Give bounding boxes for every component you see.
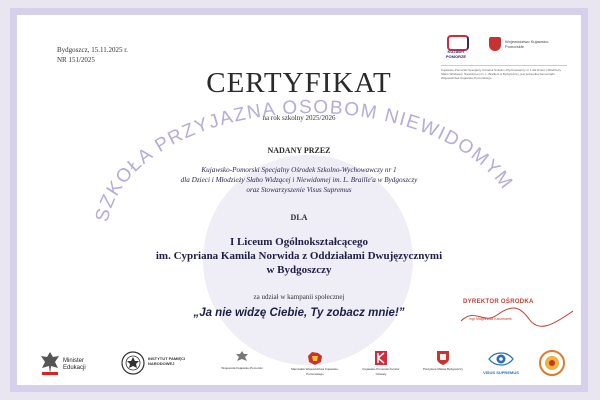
- footer-logo-school: [537, 350, 567, 378]
- footer-logos: [39, 350, 569, 380]
- eye-icon: [488, 350, 514, 368]
- curator-icon: [374, 350, 388, 366]
- certificate-number: NR 151/2025: [57, 56, 95, 64]
- meta-block: [57, 45, 128, 65]
- kujawy-pomorze-logo: KUJAWY POMORZE: [437, 35, 475, 57]
- footer-logo-prezydent: Prezydent Miasta Bydgoszczy: [419, 350, 467, 378]
- footer-logo-kurator: Kujawsko-Pomorski Kurator Oświaty: [357, 350, 405, 378]
- region-map-icon: [306, 350, 324, 366]
- school-seal-icon: [539, 350, 565, 376]
- org-line: dla Dzieci i Młodzieży Słabo Widzącej i Niewidomej im. L. Braille'a w Bydgoszczy: [180, 176, 418, 184]
- footer-logo-visus: VISUS SUPREMUS: [475, 350, 527, 378]
- campaign-slogan: „Ja nie widzę Ciebie, Ty zobacz mnie!”: [193, 307, 405, 319]
- recipient-school: [17, 235, 581, 277]
- org-line: oraz Stowarzyszenie Visus Supremus: [246, 186, 352, 194]
- footer-logo-wojewoda: Wojewoda Kujawsko-Pomorski: [217, 350, 267, 378]
- voivodeship-shield-icon: [489, 37, 501, 51]
- eagle-icon: [39, 350, 61, 376]
- place-date: Bydgoszcz, 15.11.2025 r.: [57, 46, 128, 54]
- footer-logo-marszalek: Marszałek Województwa Kujawsko-Pomorskiego: [287, 350, 343, 378]
- eagle-small-icon: [235, 350, 249, 364]
- seal-arc-text: [57, 73, 557, 323]
- footer-logo-minister: Minister Edukacji: [39, 350, 99, 378]
- school-line: w Bydgoszczy: [266, 264, 332, 276]
- school-line: im. Cypriana Kamila Norwida z Oddziałami Dwujęzycznymi: [155, 250, 443, 262]
- signature-name: mgr Małgorzata Kaczmarek: [469, 317, 512, 321]
- footer-logo-ipn: INSTYTUT PAMIĘCI NARODOWEJ: [121, 350, 191, 378]
- given-by-label: NADANY PRZEZ: [267, 146, 331, 155]
- school-year: na rok szkolny 2025/2026: [262, 114, 336, 122]
- top-logos: [437, 35, 567, 57]
- certificate-paper: [17, 15, 581, 385]
- certificate-frame: [10, 8, 588, 392]
- campaign-label: za udział w kampanii społecznej: [253, 293, 345, 301]
- ipn-icon: [121, 351, 145, 375]
- org-line: Kujawsko-Pomorski Specjalny Ośrodek Szkolno-Wychowawczy nr 1: [201, 166, 397, 174]
- certificate-title: CERTYFIKAT: [206, 67, 392, 99]
- for-label: DLA: [290, 213, 308, 222]
- school-line: I Liceum Ogólnokształcącego: [229, 236, 369, 248]
- issuing-organization: [17, 165, 581, 195]
- seal-text: SZKOŁA PRZYJAZNA OSOBOM NIEWIDOMYM: [91, 96, 518, 224]
- signature-title: DYREKTOR OŚRODKA: [463, 299, 534, 305]
- handwritten-signature: [457, 303, 577, 327]
- voivodeship-logo: Województwo Kujawsko-Pomorskie: [489, 37, 567, 57]
- city-arms-icon: [436, 350, 450, 366]
- finance-note: Kujawsko-Pomorski Specjalny Ośrodek Szkolno-Wychowawczy nr 1 dla Dzieci i Młodzieży Słabo Widzącej i Niewidomej im. L. Braille'a w Bydgoszczy, jest jednostką Samorządu Województwa Kujawsko-Pomorskiego: [441, 65, 567, 80]
